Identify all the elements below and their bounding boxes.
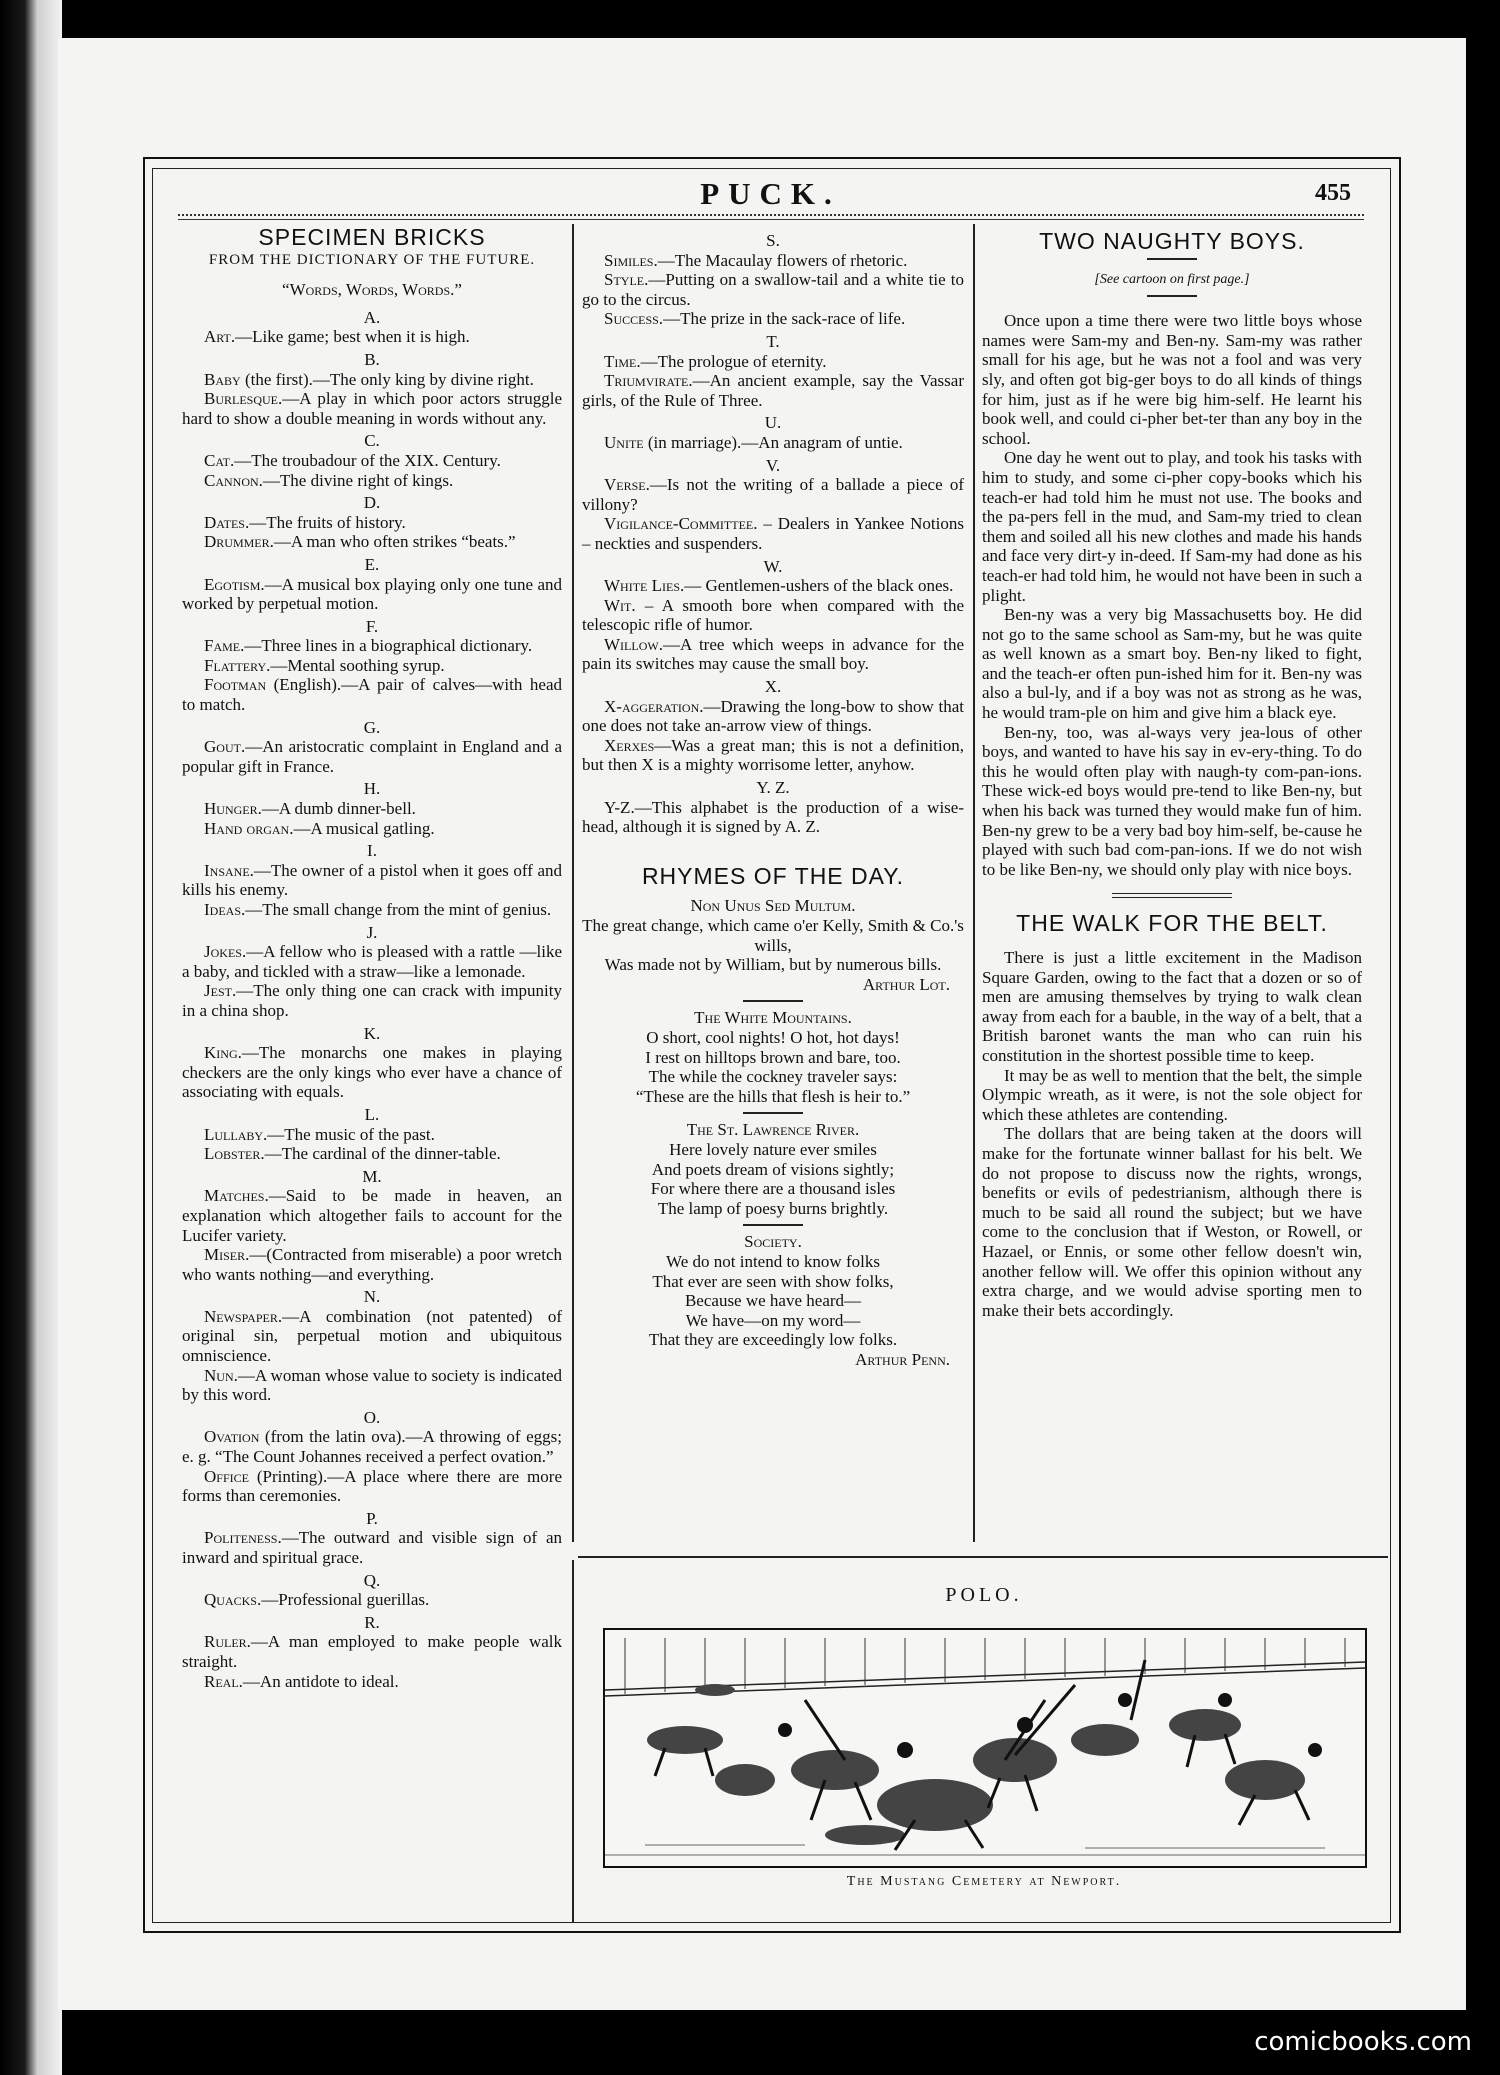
header-dotted-rule (178, 214, 1364, 216)
poem-line: That they are exceedingly low folks. (648, 1330, 898, 1350)
entry-term: Ideas. (204, 900, 246, 919)
dictionary-entry (182, 981, 562, 1020)
entry-definition: —The troubadour of the XIX. Century. (234, 450, 501, 470)
entry-definition: —The prize in the sack-race of life. (663, 309, 906, 329)
entry-term: Drummer. (204, 532, 274, 552)
entry-definition: — Gentlemen-ushers of the black ones. (684, 576, 954, 596)
divider (1147, 295, 1197, 297)
entry-term: Insane. (204, 860, 254, 880)
entry-term: Newspaper. (204, 1306, 283, 1326)
divider (743, 1112, 803, 1114)
two-naughty-boys-story (982, 311, 1362, 879)
entry-definition: —Putting on a swallow-tail and a white tie to go to the circus. (582, 270, 964, 309)
entry-term: Cat. (204, 450, 235, 470)
story-paragraph: Ben-ny was a very big Massachusetts boy. He did not go to the same school as Sam-my, but he was quite as well known as a smart boy. Ben-ny liked to fight, and the teach-er often pun-ished him for it. Ben-ny was also a bul-ly, and if a boy was not as strong as he was, he would tram-ple on him and give him a black eye. (982, 605, 1362, 723)
section-letter: E. (364, 554, 380, 574)
entry-term: Lobster. (204, 1144, 265, 1164)
entry-term: Hand organ. (204, 818, 294, 838)
walk-for-the-belt-story (982, 948, 1362, 1320)
entry-term: Verse. (604, 475, 650, 495)
dictionary-entry (582, 352, 964, 372)
entry-definition: —Mental soothing syrup. (270, 655, 445, 675)
entry-definition: (in marriage).—An anagram of untie. (643, 432, 903, 452)
dictionary-entry (182, 942, 562, 981)
section-letter: V. (765, 455, 781, 475)
story-paragraph: Ben-ny, too, was al-ways very jea-lous of other boys, and wanted to have his say in ev-ery-thing. To do this he would often play with naugh-ty com-pan-ions. These wick-ed boys would pre-tend to like Ben-ny, but when his back was turned they would make fun of him. Ben-ny grew to be a very bad boy him-self, be-cause he played with such bad com-pan-ions. If we do not wish to be like Ben-ny, we should only play with nice boys. (982, 722, 1363, 879)
story-paragraph: The dollars that are being taken at the doors will make for the fortunate winner ballast for his belt. We do not propose to discuss now the rights, wrongs, benefits or evils of pedestrianism, although there is much to be said all round the subject; but we have come to the conclusion that if Weston, or Rowell, or Hazael, or Ennis, or some other fellow doesn't win, another fellow will. We offer this opinion without any extra charge, and we would advise sporting men to make their bets accordingly. (982, 1124, 1362, 1320)
entry-term: Matches. (204, 1186, 269, 1206)
dictionary-entry (182, 1186, 562, 1245)
divider (743, 1000, 803, 1002)
poem-line: Because we have heard— (684, 1291, 862, 1311)
entry-definition: (from the latin ova).—A throwing of eggs; e. g. “The Count Johannes received a perfect ovation.” (182, 1427, 562, 1467)
section-letter: Q. (363, 1570, 381, 1590)
poem-line: We do not intend to know folks (666, 1251, 880, 1271)
book-spine-shadow (0, 0, 62, 2075)
header-rule (178, 219, 1364, 220)
entry-term: White Lies. (604, 576, 685, 596)
dictionary-entry (182, 1672, 562, 1692)
poem-line: Here lovely nature ever smiles (669, 1139, 877, 1159)
entry-definition: —The fruits of history. (249, 512, 406, 532)
entry-definition: —Is not the writing of a ballade a piece of villony? (582, 475, 964, 514)
cartoon-note: [See cartoon on first page.] (1094, 271, 1250, 287)
entry-definition: —An antidote to ideal. (242, 1671, 399, 1691)
entry-definition: – Dealers in Yankee Notions – neckties and suspenders. (582, 514, 964, 553)
entry-term: Art. (204, 327, 236, 347)
polo-title: POLO. (945, 1584, 1023, 1606)
section-letter: G. (363, 717, 381, 737)
entry-definition: —A musical gatling. (293, 818, 435, 838)
entry-term: Time. (604, 351, 641, 371)
dictionary-entry (182, 1043, 562, 1102)
dictionary-entry (182, 1144, 562, 1164)
entry-term: Vigilance-Committee. (604, 514, 758, 534)
dictionary-entry (182, 636, 562, 656)
poem-line: We have—on my word— (685, 1310, 861, 1330)
section-letter: I. (367, 841, 377, 861)
two-naughty-boys-title: TWO NAUGHTY BOYS. (1039, 228, 1305, 254)
dictionary-entry (182, 1366, 562, 1405)
entry-term: Burlesque. (204, 389, 283, 409)
entry-definition: —(Contracted from miserable) a poor wretch who wants nothing—and everything. (182, 1245, 562, 1284)
entry-term: Wit. (604, 595, 636, 615)
site-watermark: comicbooks.com (1254, 2027, 1472, 2057)
entry-definition: —Said to be made in heaven, an explanation which altogether fails to account for the Lucifer variety. (182, 1186, 562, 1245)
divider (743, 1224, 803, 1226)
dictionary-entry (582, 251, 964, 271)
entry-definition: —The owner of a pistol when it goes off and kills his enemy. (182, 860, 562, 900)
motto: “Words, Words, Words.” (282, 280, 462, 300)
entry-term: Flattery. (204, 655, 271, 675)
entry-definition: —A musical box playing only one tune and worked by perpetual motion. (182, 574, 562, 614)
entry-term: Miser. (204, 1245, 250, 1265)
poem-line: The while the cockney traveler says: (648, 1067, 898, 1087)
entry-term: Cannon. (204, 470, 263, 490)
section-letter: B. (364, 349, 380, 369)
entry-term: Xerxes (604, 735, 655, 755)
entry-definition: —This alphabet is the production of a wise-head, although it is signed by A. Z. (582, 797, 964, 837)
dictionary-entry (182, 575, 562, 614)
entry-term: Ruler. (204, 1632, 251, 1652)
dictionary-entry (182, 861, 562, 900)
entry-term: Nun. (204, 1365, 238, 1385)
section-letter: D. (363, 493, 381, 513)
entry-term: Success. (604, 309, 664, 329)
section-letter: T. (766, 331, 780, 351)
dictionary-entry (182, 900, 562, 920)
dictionary-entry (582, 697, 964, 736)
dictionary-entry (182, 451, 562, 471)
section-letter: A. (363, 307, 381, 327)
page-number: 455 (1315, 180, 1351, 206)
poem-line: O short, cool nights! O hot, hot days! (646, 1027, 900, 1047)
dictionary-entry (582, 798, 964, 837)
section-letter: Y. Z. (756, 778, 790, 798)
walk-for-the-belt-title: THE WALK FOR THE BELT. (1016, 910, 1328, 937)
entry-term: Jest. (204, 981, 237, 1001)
section-letter: R. (364, 1612, 380, 1632)
entry-definition: —The Macaulay flowers of rhetoric. (657, 250, 908, 270)
dictionary-entry (582, 475, 964, 514)
poem2-lines (582, 1028, 964, 1106)
dictionary-entry (182, 1528, 562, 1567)
poem-line: Was made not by William, but by numerous bills. (604, 955, 942, 975)
section-letter: N. (363, 1287, 381, 1307)
entry-definition: (the first).—The only king by divine right. (240, 369, 534, 389)
dictionary-entry (582, 270, 964, 309)
poem-line: That ever are seen with show folks, (652, 1271, 894, 1291)
dictionary-entry (182, 737, 562, 776)
section-letter: C. (364, 431, 380, 451)
entry-definition: —The only thing one can crack with impunity in a china shop. (182, 981, 562, 1020)
poem3-lines (582, 1140, 964, 1218)
specimen-bricks-column (182, 224, 562, 1691)
entry-term: Politeness. (204, 1528, 282, 1548)
entry-term: Footman (204, 675, 267, 695)
entry-definition: —A man employed to make people walk straight. (182, 1632, 562, 1671)
specimen-bricks-subtitle: FROM THE DICTIONARY OF THE FUTURE. (208, 251, 536, 268)
entry-definition: —Like game; best when it is high. (235, 327, 470, 347)
entry-term: Style. (604, 270, 649, 290)
entry-term: Real. (204, 1671, 243, 1691)
section-letter: P. (366, 1508, 378, 1528)
entry-term: Office (204, 1466, 249, 1486)
story-paragraph: It may be as well to mention that the belt, the simple Olympic wreath, as it were, is not the sole object for which these athletes are contending. (982, 1065, 1362, 1124)
story-paragraph: There is just a little excitement in the Madison Square Garden, owing to the fact that a dozen or so of men are amusing themselves by trying to walk clean away from each for a bauble, in the way of a belt, that a British baronet wants the man who can ruin his constitution in the shortest possible time to keep. (982, 948, 1362, 1065)
entry-term: Lullaby. (204, 1124, 268, 1144)
stories-column (982, 228, 1362, 1320)
poem4-lines (582, 1252, 964, 1350)
column-divider-2 (973, 224, 975, 1542)
entry-definition: (Printing).—A place where there are more forms than ceremonies. (182, 1466, 562, 1506)
poem2-title: The White Mountains. (694, 1008, 852, 1028)
entry-term: Dates. (204, 512, 250, 532)
rhymes-title: RHYMES OF THE DAY. (641, 862, 905, 889)
dictionary-entries-a-r (182, 308, 562, 1691)
entry-term: Gout. (204, 737, 246, 757)
entry-term: Egotism. (204, 574, 265, 594)
entry-definition: —The outward and visible sign of an inward and spiritual grace. (182, 1528, 562, 1567)
dictionary-continued-column (582, 228, 964, 1369)
dictionary-entry (182, 532, 562, 552)
polo-caption: The Mustang Cemetery at Newport. (846, 1874, 1122, 1889)
dictionary-entry (182, 799, 562, 819)
section-letter: X. (764, 677, 782, 697)
dictionary-entry (182, 1125, 562, 1145)
poem4-author: Arthur Penn. (855, 1349, 950, 1369)
dictionary-entry (582, 371, 964, 410)
entry-definition: —Professional guerillas. (261, 1590, 430, 1610)
poem4-title: Society. (744, 1232, 802, 1252)
entry-definition: —A play in which poor actors struggle hard to show a double meaning in words without any. (182, 389, 562, 428)
entry-definition: —An ancient example, say the Vassar girls, of the Rule of Three. (582, 371, 964, 410)
entry-term: Willow. (604, 634, 663, 654)
divider (1147, 258, 1197, 260)
dictionary-entry (182, 1590, 562, 1610)
polo-cartoon-section (579, 1562, 1389, 1912)
dictionary-entry (182, 1427, 562, 1466)
section-double-rule (1112, 893, 1232, 898)
section-letter: M. (362, 1166, 382, 1186)
poem1-lines (582, 916, 964, 975)
entry-term: Baby (204, 369, 241, 389)
entry-definition: —The small change from the mint of genius. (245, 900, 552, 919)
section-letter: L. (364, 1104, 380, 1124)
entry-definition: —A tree which weeps in advance for the pain its switches may cause the small boy. (582, 634, 964, 674)
dictionary-entry (582, 433, 964, 453)
section-letter: J. (366, 922, 378, 942)
dictionary-entry (182, 327, 562, 347)
section-letter: O. (363, 1407, 381, 1427)
entry-definition: —An aristocratic complaint in England and a popular gift in France. (182, 737, 562, 776)
dictionary-entry (182, 471, 562, 491)
entry-definition: —A combination (not patented) of original sin, perpetual motion and ubiquitous omniscience. (182, 1306, 562, 1366)
entry-definition: —Was a great man; this is not a definition, but then X is a mighty worrisome letter, anyhow. (582, 735, 964, 775)
dictionary-entry (182, 1467, 562, 1506)
poem1-author: Arthur Lot. (862, 974, 950, 994)
column-divider-polo (572, 1560, 574, 1922)
section-letter: H. (363, 779, 381, 799)
entry-term: King. (204, 1043, 242, 1063)
poem-line: I rest on hilltops brown and bare, too. (645, 1047, 901, 1067)
dictionary-entry (182, 370, 562, 390)
dictionary-entry (182, 389, 562, 428)
column-divider-1 (572, 224, 574, 1542)
dictionary-entry (182, 513, 562, 533)
entry-definition: —The prologue of eternity. (640, 351, 827, 371)
poem-line: The lamp of poesy burns brightly. (657, 1198, 889, 1218)
polo-top-rule (578, 1556, 1388, 1558)
dictionary-entry (582, 576, 964, 596)
entry-term: Unite (604, 432, 644, 452)
section-letter: S. (766, 231, 780, 250)
dictionary-entry (582, 309, 964, 329)
polo-horses-drawing (605, 1630, 1365, 1866)
poem-line: And poets dream of visions sightly; (651, 1159, 895, 1179)
polo-cartoon-illustration (603, 1628, 1367, 1868)
dictionary-entry (182, 675, 562, 714)
story-paragraph: One day he went out to play, and took his tasks with him to study, and some ci-pher copy-books which his teach-er had told him he must not use. The books and the pa-pers fell in the mud, and Sam-my tried to clean them and soiled all his new clothes and made his hands and face very dirt-y in-deed. If Sam-my had done as his teach-er had told him, he would not have been in such a plight. (982, 448, 1362, 605)
dictionary-entry (582, 635, 964, 674)
poem-line: For where there are a thousand isles (650, 1179, 896, 1199)
entry-definition: —The cardinal of the dinner-table. (264, 1144, 501, 1164)
section-letter: U. (764, 413, 782, 433)
dictionary-entry (182, 1632, 562, 1671)
masthead (152, 172, 1389, 212)
entry-term: Ovation (204, 1427, 260, 1447)
poem3-title: The St. Lawrence River. (686, 1120, 860, 1140)
dictionary-entry (182, 1307, 562, 1366)
dictionary-entry (182, 1245, 562, 1284)
poem-line: The great change, which came o'er Kelly, Smith & Co.'s wills, (582, 916, 964, 955)
entry-definition: —A fellow who is pleased with a rattle —like a baby, and tickled with a straw—like a lemonade. (182, 942, 562, 981)
story-paragraph: Once upon a time there were two little boys whose names were Sam-my and Ben-ny. Sam-my was rather small for his age, but he was not a fool and was very sly, and often got big-ger boys to do all kinds of things for him, just as if he were big him-self. He learnt his book well, and could ci-pher bet-ter than any boy in the school. (982, 311, 1362, 448)
section-letter: F. (365, 616, 379, 636)
specimen-bricks-title: SPECIMEN BRICKS (258, 224, 486, 250)
section-letter: K. (363, 1023, 381, 1043)
dictionary-entry (582, 596, 964, 635)
entry-term: Quacks. (204, 1590, 262, 1610)
entry-term: Fame. (204, 636, 245, 656)
dictionary-entries-s-z (582, 231, 964, 837)
entry-term: X-aggeration. (604, 696, 704, 716)
entry-definition: —The monarchs one makes in playing checkers are the only kings who ever have a chance of associating with equals. (182, 1043, 562, 1102)
section-letter: W. (763, 556, 783, 576)
dictionary-entry (182, 819, 562, 839)
entry-definition: —The divine right of kings. (262, 470, 454, 490)
entry-definition: —A man who often strikes “beats.” (273, 532, 516, 552)
entry-term: Hunger. (204, 799, 262, 819)
entry-definition: —Drawing the long-bow to show that one does not take an-arrow view of things. (582, 696, 964, 736)
entry-term: Y-Z. (604, 797, 635, 817)
dictionary-entry (582, 514, 964, 553)
entry-definition: (English).—A pair of calves—with head to match. (182, 675, 562, 715)
poem1-title: Non Unus Sed Multum. (690, 896, 856, 916)
poem-line: “These are the hills that flesh is heir to.” (635, 1086, 911, 1106)
entry-term: Jokes. (204, 942, 247, 962)
entry-term: Triumvirate. (604, 371, 693, 391)
dictionary-entry (582, 736, 964, 775)
entry-definition: —The music of the past. (267, 1124, 435, 1144)
entry-term: Similes. (604, 250, 658, 270)
entry-definition: – A smooth bore when compared with the telescopic rifle of humor. (582, 595, 964, 635)
magazine-title: PUCK. (700, 176, 841, 211)
entry-definition: —A dumb dinner-bell. (261, 799, 416, 819)
dictionary-entry (182, 656, 562, 676)
entry-definition: —Three lines in a biographical dictionary. (244, 636, 533, 656)
entry-definition: —A woman whose value to society is indicated by this word. (182, 1365, 562, 1405)
